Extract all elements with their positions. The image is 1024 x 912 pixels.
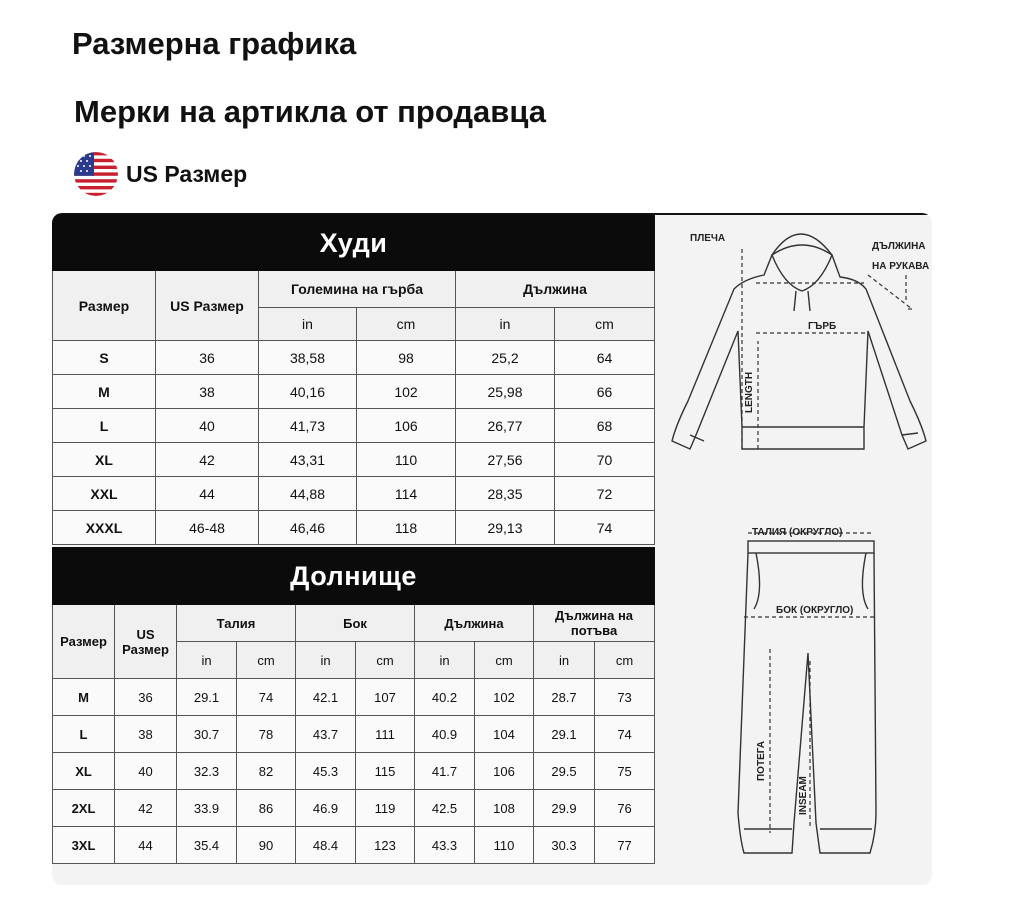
hip-label: БОК (ОКРУГЛО): [776, 605, 854, 616]
table-cell: 106: [357, 409, 456, 443]
table-cell: 30.3: [534, 827, 595, 864]
size-cell: XXL: [53, 477, 156, 511]
pants-measure-lines: [744, 533, 876, 833]
table-cell: 104: [475, 716, 534, 753]
table-row: [53, 827, 655, 864]
unit-in-header: in: [456, 308, 555, 341]
table-cell: 36: [156, 341, 259, 375]
table-cell: 42.5: [415, 790, 475, 827]
table-cell: 108: [475, 790, 534, 827]
hoodie-size-header: Размер: [53, 271, 156, 341]
table-cell: 40: [156, 409, 259, 443]
table-cell: 68: [555, 409, 655, 443]
unit-cm-header: cm: [555, 308, 655, 341]
table-cell: 64: [555, 341, 655, 375]
size-cell: XXXL: [53, 511, 156, 545]
table-cell: 110: [475, 827, 534, 864]
table-cell: 86: [237, 790, 296, 827]
table-row: [53, 511, 655, 545]
table-cell: 44,88: [259, 477, 357, 511]
table-row: [53, 790, 655, 827]
table-cell: 28.7: [534, 679, 595, 716]
table-cell: 36: [115, 679, 177, 716]
table-cell: 38,58: [259, 341, 357, 375]
hoodie-table-title: Худи: [53, 216, 655, 271]
table-cell: 45.3: [296, 753, 356, 790]
table-cell: 43.7: [296, 716, 356, 753]
unit-in-header: in: [177, 642, 237, 679]
size-cell: L: [53, 716, 115, 753]
pants-table-title: Долнище: [53, 548, 655, 605]
size-chart-card: [52, 213, 932, 885]
sleeve-length-label-line1: ДЪЛЖИНА: [872, 241, 926, 252]
table-cell: 27,56: [456, 443, 555, 477]
sleeve-length-label-line2: НА РУКАВА: [872, 261, 930, 272]
size-cell: 2XL: [53, 790, 115, 827]
table-cell: 40.2: [415, 679, 475, 716]
garment-measurement-diagram: [660, 213, 932, 885]
unit-cm-header: cm: [475, 642, 534, 679]
table-cell: 46.9: [296, 790, 356, 827]
table-cell: 29.9: [534, 790, 595, 827]
table-cell: 107: [356, 679, 415, 716]
table-cell: 114: [357, 477, 456, 511]
hoodie-chest-header: Големина на гърба: [259, 271, 456, 308]
unit-in-header: in: [259, 308, 357, 341]
table-cell: 41,73: [259, 409, 357, 443]
trouser-label: ПОТЕГА: [756, 740, 767, 781]
table-cell: 41.7: [415, 753, 475, 790]
hoodie-length-header: Дължина: [456, 271, 655, 308]
inseam-label: INSEAM: [798, 776, 809, 815]
pants-length-header: Дължина: [415, 605, 534, 642]
table-row: [53, 753, 655, 790]
table-cell: 42: [115, 790, 177, 827]
table-cell: 106: [475, 753, 534, 790]
table-row: [53, 341, 655, 375]
table-cell: 25,98: [456, 375, 555, 409]
table-cell: 43,31: [259, 443, 357, 477]
table-cell: 42: [156, 443, 259, 477]
table-cell: 38: [156, 375, 259, 409]
size-cell: M: [53, 679, 115, 716]
table-cell: 38: [115, 716, 177, 753]
shoulder-label: ПЛЕЧА: [690, 233, 726, 244]
waist-label: ТАЛИЯ (ОКРУГЛО): [752, 527, 843, 538]
us-size-label: US Размер: [126, 160, 248, 187]
hoodie-measure-lines: [742, 249, 912, 449]
table-cell: 46,46: [259, 511, 357, 545]
table-cell: 70: [555, 443, 655, 477]
table-cell: 74: [595, 716, 655, 753]
table-cell: 32.3: [177, 753, 237, 790]
pants-us-size-header: US Размер: [115, 605, 177, 679]
table-cell: 111: [356, 716, 415, 753]
size-cell: S: [53, 341, 156, 375]
table-cell: 76: [595, 790, 655, 827]
table-cell: 82: [237, 753, 296, 790]
table-cell: 75: [595, 753, 655, 790]
pants-size-table: [52, 547, 655, 864]
table-cell: 115: [356, 753, 415, 790]
size-cell: XL: [53, 443, 156, 477]
unit-cm-header: cm: [356, 642, 415, 679]
table-cell: 46-48: [156, 511, 259, 545]
table-cell: 48.4: [296, 827, 356, 864]
table-row: [53, 443, 655, 477]
table-cell: 110: [357, 443, 456, 477]
table-cell: 102: [475, 679, 534, 716]
table-cell: 98: [357, 341, 456, 375]
table-cell: 29.5: [534, 753, 595, 790]
table-cell: 44: [156, 477, 259, 511]
pants-inseam-header: Дължина на потъва: [534, 605, 655, 642]
page-title: Размерна графика: [72, 26, 357, 61]
table-cell: 78: [237, 716, 296, 753]
table-cell: 123: [356, 827, 415, 864]
table-cell: 35.4: [177, 827, 237, 864]
table-cell: 43.3: [415, 827, 475, 864]
back-label: ГЪРБ: [808, 321, 837, 332]
table-cell: 90: [237, 827, 296, 864]
us-size-tab[interactable]: [74, 152, 247, 196]
table-cell: 118: [357, 511, 456, 545]
size-cell: M: [53, 375, 156, 409]
table-cell: 30.7: [177, 716, 237, 753]
table-cell: 28,35: [456, 477, 555, 511]
pants-size-header: Размер: [53, 605, 115, 679]
us-flag-icon: [74, 152, 118, 196]
unit-cm-header: cm: [357, 308, 456, 341]
table-cell: 74: [555, 511, 655, 545]
table-cell: 33.9: [177, 790, 237, 827]
size-cell: L: [53, 409, 156, 443]
table-row: [53, 375, 655, 409]
table-cell: 66: [555, 375, 655, 409]
size-cell: XL: [53, 753, 115, 790]
unit-cm-header: cm: [595, 642, 655, 679]
table-cell: 29,13: [456, 511, 555, 545]
table-row: [53, 716, 655, 753]
table-row: [53, 679, 655, 716]
table-cell: 29.1: [177, 679, 237, 716]
seller-measurements-heading: Мерки на артикла от продавца: [74, 94, 547, 129]
table-cell: 74: [237, 679, 296, 716]
table-cell: 29.1: [534, 716, 595, 753]
size-cell: 3XL: [53, 827, 115, 864]
table-cell: 72: [555, 477, 655, 511]
length-label: LENGTH: [744, 371, 755, 413]
table-cell: 42.1: [296, 679, 356, 716]
unit-cm-header: cm: [237, 642, 296, 679]
table-cell: 40,16: [259, 375, 357, 409]
table-cell: 40.9: [415, 716, 475, 753]
hoodie-us-size-header: US Размер: [156, 271, 259, 341]
table-cell: 77: [595, 827, 655, 864]
pants-hip-header: Бок: [296, 605, 415, 642]
unit-in-header: in: [534, 642, 595, 679]
table-cell: 102: [357, 375, 456, 409]
unit-in-header: in: [296, 642, 356, 679]
hoodie-size-table: [52, 215, 655, 545]
table-cell: 25,2: [456, 341, 555, 375]
table-cell: 73: [595, 679, 655, 716]
table-cell: 40: [115, 753, 177, 790]
table-row: [53, 477, 655, 511]
table-row: [53, 409, 655, 443]
pants-waist-header: Талия: [177, 605, 296, 642]
table-cell: 119: [356, 790, 415, 827]
table-cell: 26,77: [456, 409, 555, 443]
unit-in-header: in: [415, 642, 475, 679]
table-cell: 44: [115, 827, 177, 864]
